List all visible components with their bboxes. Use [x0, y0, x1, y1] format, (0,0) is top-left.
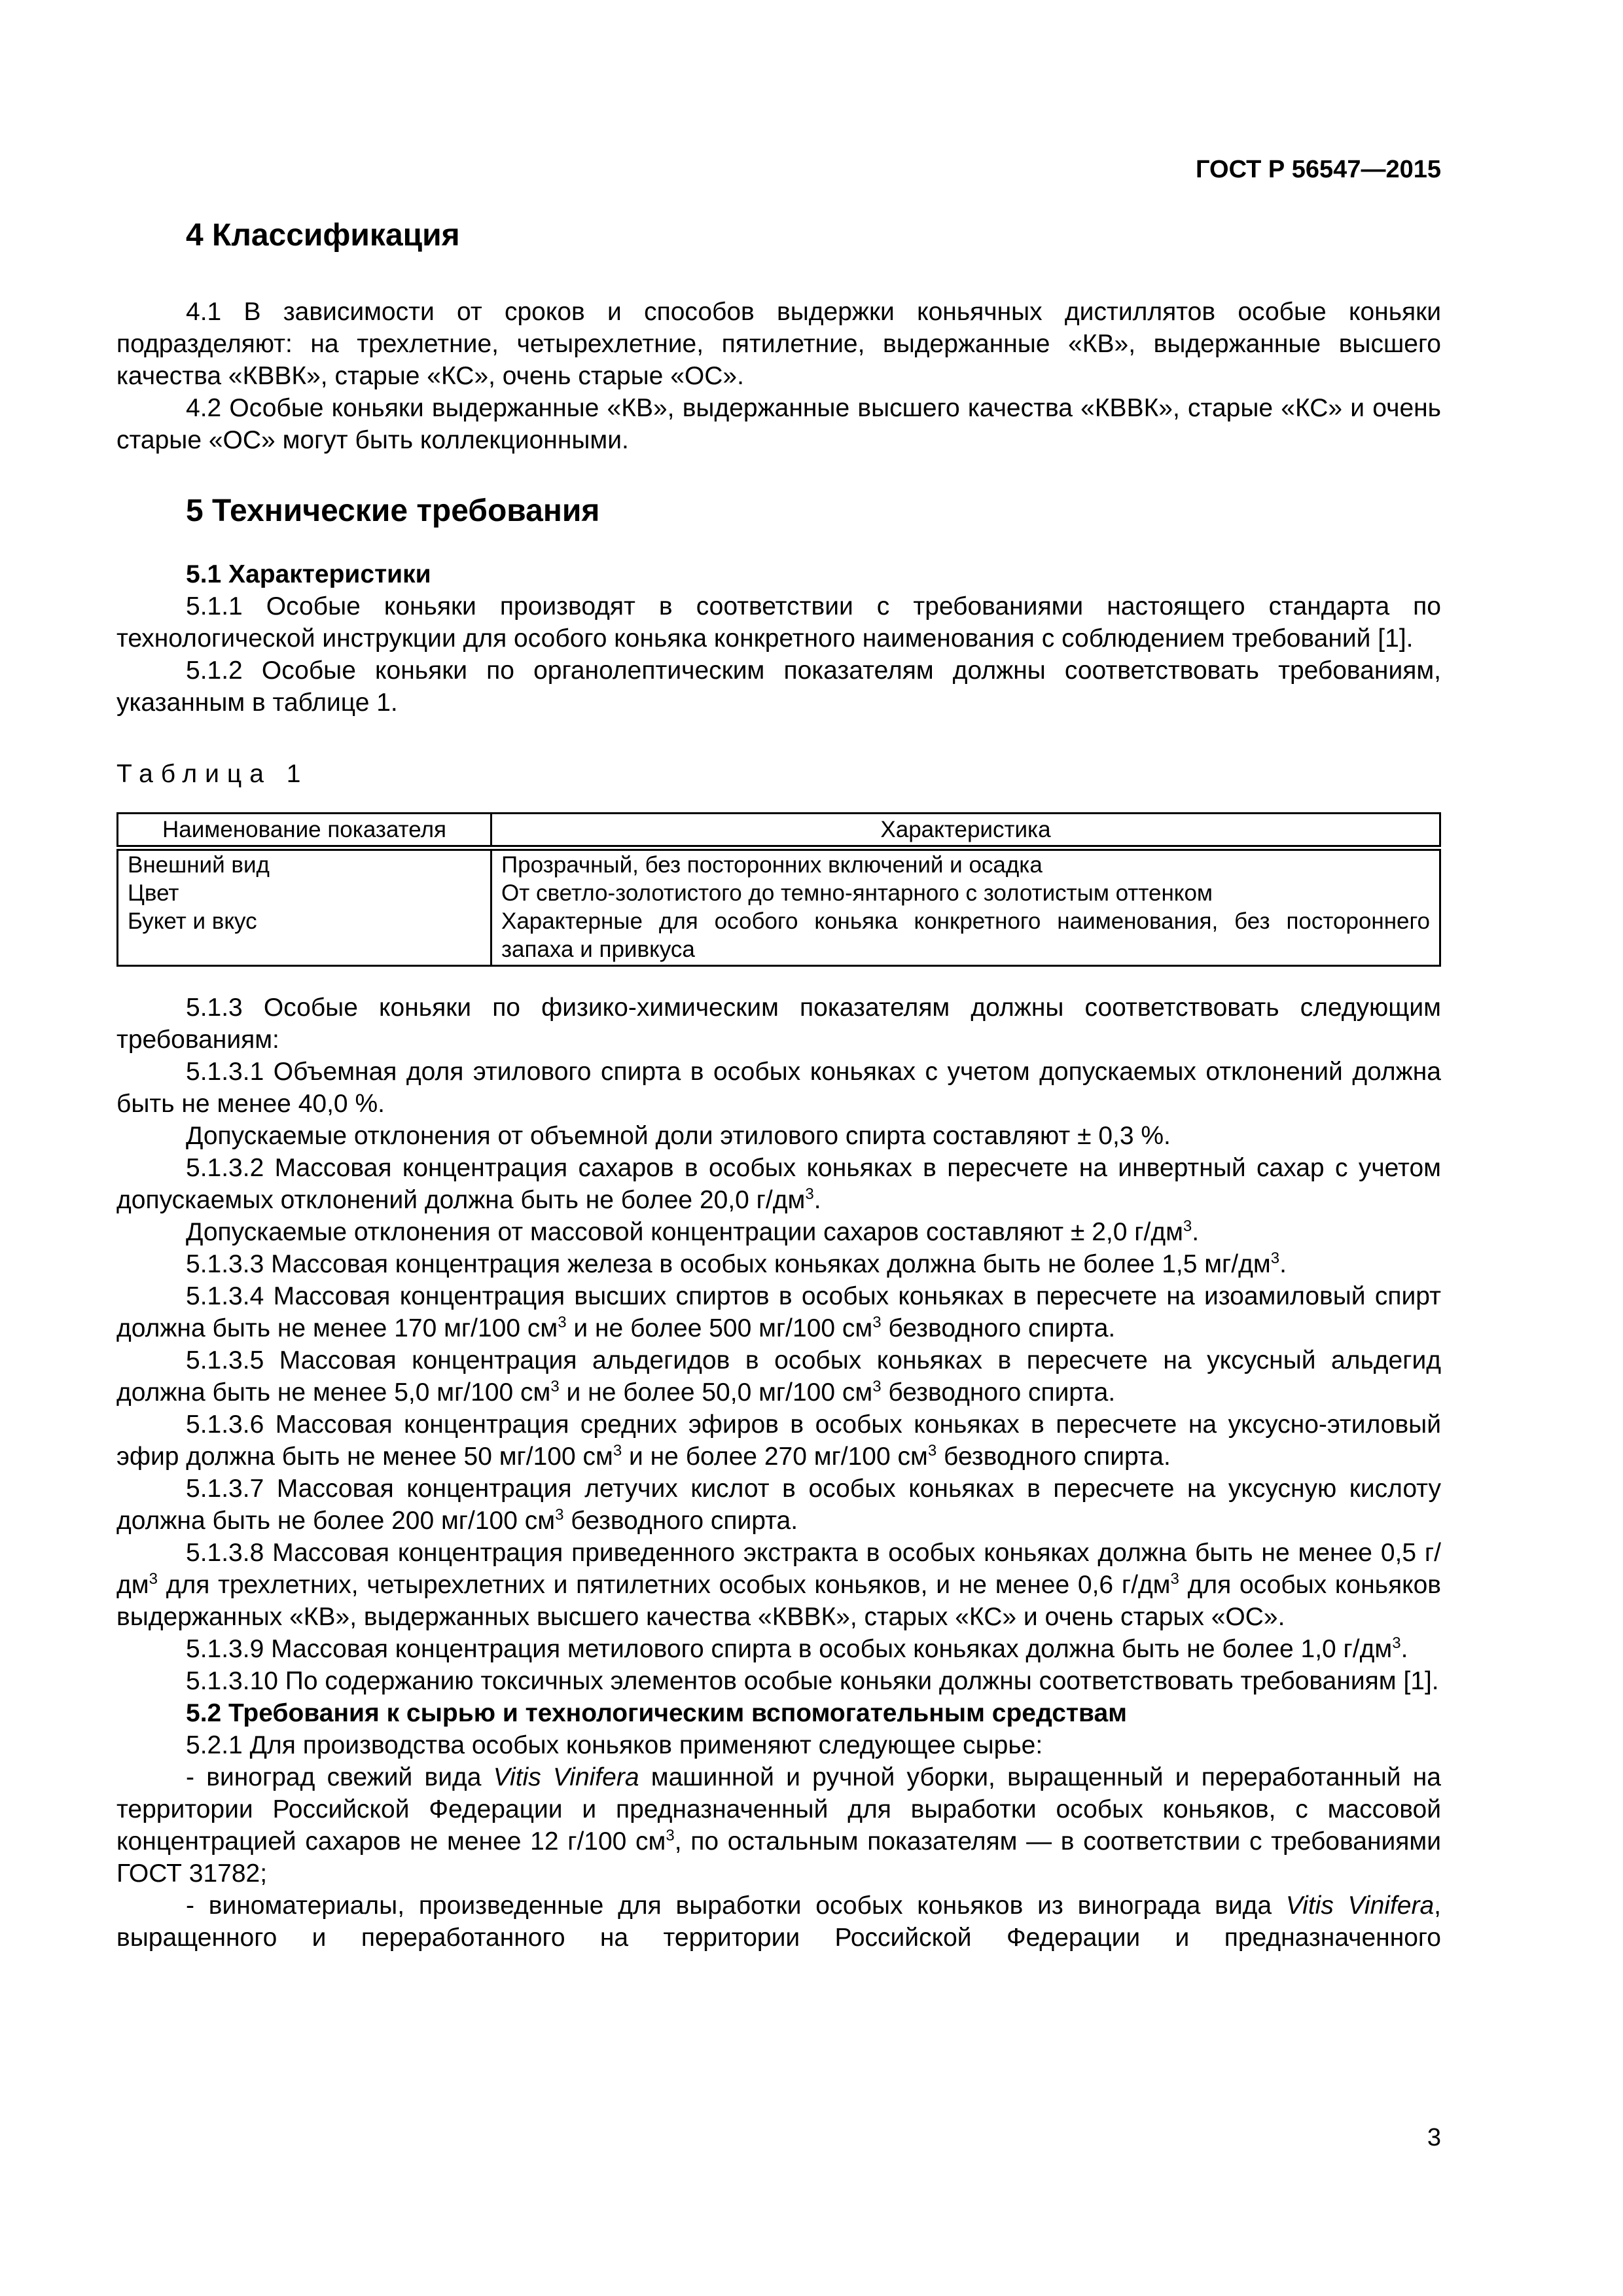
text: - виноград свежий вида	[186, 1763, 493, 1791]
para-5-1-2: 5.1.2 Особые коньяки по органолептическим показателям должны соответствовать требованиям, указанным в таблице 1.	[116, 656, 1441, 717]
species-name: Vinifera	[1347, 1892, 1435, 1920]
list-item-wine-materials	[116, 1890, 1441, 1954]
section-4-title: 4 Классификация	[186, 218, 460, 253]
para-5-1-3-3: 5.1.3.3 Массовая концентрация железа в особых коньяках должна быть не более 1,5 $мг/дм^3$.	[186, 1249, 1287, 1278]
table-cell-value: От светло-золотистого до темно-янтарного с золотистым оттенком	[491, 879, 1440, 907]
superscript: 3	[550, 1378, 560, 1395]
para-5-1-3-1: 5.1.3.1 Объемная доля этилового спирта в особых коньяках с учетом допускаемых отклонений должна быть не менее 40,0 %.	[116, 1058, 1441, 1118]
text: - виноматериалы, произведенные для выработки особых коньяков из винограда вида	[186, 1892, 1286, 1920]
superscript: 3	[872, 1378, 882, 1395]
para-5-1-3-4	[116, 1280, 1441, 1344]
table-caption: Таблица 1	[116, 760, 309, 788]
superscript: 3	[555, 1506, 564, 1524]
table-cell-name: Цвет	[118, 879, 491, 907]
table-cell-value: Прозрачный, без посторонних включений и осадка	[491, 848, 1440, 880]
table-header-name: Наименование показателя	[118, 814, 491, 848]
para-5-1-3-2-tolerance: Допускаемые отклонения от массовой концентрации сахаров составляют ± 2,0 $г/дм^3$.	[186, 1217, 1200, 1246]
text: для трехлетних, четырехлетних и пятилетних особых коньяков, и не менее 0,6 г/дм	[157, 1571, 1171, 1599]
text: 5.1.3.7 Массовая концентрация летучих кислот в особых коньяках в пересчете на уксусную кислоту должна быть не более 200 мг/100 см	[116, 1475, 1441, 1535]
text: , выращенного и переработанного на территории Российской Федерации и предназначенного	[116, 1892, 1441, 1952]
superscript: 3	[1392, 1634, 1401, 1652]
text: и не более 50,0 мг/100 см	[559, 1378, 873, 1407]
para-5-1-3-5	[116, 1344, 1441, 1408]
table-cell-value: Характерные для особого коньяка конкретного наименования, без постороннего запаха и привкуса	[491, 907, 1440, 966]
text: , по остальным показателям — в соответствии с требованиями ГОСТ 31782;	[116, 1827, 1441, 1888]
para-5-1-3-7	[116, 1473, 1441, 1537]
para-5-1-3: 5.1.3 Особые коньяки по физико-химическим показателям должны соответствовать следующим требованиям:	[116, 994, 1441, 1054]
table-row	[118, 848, 1440, 880]
para-5-1-3-9: 5.1.3.9 Массовая концентрация метилового спирта в особых коньяках должна быть не более 1,0 $г/дм^3$.	[186, 1634, 1408, 1663]
text: безводного спирта.	[563, 1507, 798, 1535]
superscript: 3	[666, 1827, 675, 1844]
table-1	[116, 812, 1441, 967]
para-5-1-3-1-tolerance: Допускаемые отклонения от объемной доли этилового спирта составляют ± 0,3 %.	[186, 1122, 1171, 1150]
table-row	[118, 907, 1440, 966]
document-id: ГОСТ Р 56547—2015	[1196, 156, 1441, 183]
text: и не более 270 мг/100 см	[622, 1443, 928, 1471]
para-5-1-1: 5.1.1 Особые коньяки производят в соответствии с требованиями настоящего стандарта по технологической инструкции для особого коньяка конкретного наименования с соблюдением требований [1].	[116, 592, 1441, 653]
section-5-title: 5 Технические требования	[186, 493, 600, 528]
superscript: 3	[613, 1442, 622, 1460]
superscript: 3	[1183, 1217, 1192, 1235]
text: безводного спирта.	[881, 1378, 1116, 1407]
para-4-1: 4.1 В зависимости от сроков и способов выдержки коньячных дистиллятов особые коньяки подразделяют: на трехлетние, четырехлетние, пятилетние, выдержанные «КВ», выдержанные высшего качества «КВВК», старые «КС», очень старые «ОС».	[116, 298, 1441, 390]
text: 5.1.3.6 Массовая концентрация средних эфиров в особых коньяках в пересчете на уксусно-этиловый эфир должна быть не менее 50 мг/100 см	[116, 1410, 1441, 1471]
text: безводного спирта.	[881, 1314, 1116, 1342]
table-cell-name: Внешний вид	[118, 848, 491, 880]
para-5-1-3-10: 5.1.3.10 По содержанию токсичных элементов особые коньяки должны соответствовать требованиям [1].	[186, 1667, 1439, 1695]
superscript: 3	[149, 1570, 158, 1588]
subsection-5-2-title: 5.2 Требования к сырью и технологическим вспомогательным средствам	[186, 1699, 1128, 1727]
text: и не более 500 мг/100 см	[566, 1314, 873, 1342]
superscript: 3	[927, 1442, 937, 1460]
superscript: 3	[1170, 1570, 1179, 1588]
page-body	[116, 131, 1441, 1954]
table-cell-name: Букет и вкус	[118, 907, 491, 966]
text: 5.1.3.4 Массовая концентрация высших спиртов в особых коньяках в пересчете на изоамиловый спирт должна быть не менее 170 мг/100 см	[116, 1282, 1441, 1342]
para-4-2: 4.2 Особые коньяки выдержанные «КВ», выдержанные высшего качества «КВВК», старые «КС» и очень старые «ОС» могут быть коллекционными.	[116, 394, 1441, 454]
subsection-5-1-title: 5.1 Характеристики	[186, 560, 431, 588]
text: 5.1.3.8 Массовая концентрация приведенного экстракта в особых коньяках должна быть не менее 0,5 г/дм	[116, 1539, 1441, 1599]
para-5-1-3-6	[116, 1408, 1441, 1473]
text: Допускаемые отклонения от массовой концентрации сахаров составляют ± 2,0 г/дм	[186, 1218, 1183, 1246]
table-row	[118, 879, 1440, 907]
para-5-1-3-8	[116, 1537, 1441, 1633]
species-name: Vitis	[1285, 1892, 1334, 1920]
superscript: 3	[1270, 1249, 1280, 1267]
list-item-grapes	[116, 1761, 1441, 1890]
superscript: 3	[558, 1314, 567, 1331]
page-number: 3	[1427, 2124, 1441, 2151]
para-5-2-1: 5.2.1 Для производства особых коньяков применяют следующее сырье:	[186, 1731, 1043, 1759]
table-header-characteristic: Характеристика	[491, 814, 1440, 848]
text: машинной и ручной уборки, выращенный и переработанный на территории Российской Федерации и предназначенный для выработки особых коньяков, с массовой концентрацией сахаров не менее 12 г/100 см	[116, 1763, 1441, 1856]
text: 5.1.3.2 Массовая концентрация сахаров в особых коньяках в пересчете на инвертный сахар с учетом допускаемых отклонений должна быть не более 20,0 г/дм	[116, 1154, 1441, 1214]
text: 5.1.3.9 Массовая концентрация метилового спирта в особых коньяках должна быть не более 1,0 г/дм	[186, 1635, 1393, 1663]
text: 5.1.3.3 Массовая концентрация железа в особых коньяках должна быть не более 1,5 мг/дм	[186, 1250, 1271, 1278]
superscript: 3	[872, 1314, 882, 1331]
text: безводного спирта.	[936, 1443, 1171, 1471]
text: для особых коньяков выдержанных «КВ», выдержанных высшего качества «КВВК», старых «КС» и очень старых «ОС».	[116, 1571, 1442, 1631]
superscript: 3	[805, 1185, 814, 1203]
species-name: Vitis Vinifera	[493, 1763, 639, 1791]
para-5-1-3-2: 5.1.3.2 Массовая концентрация сахаров в особых коньяках в пересчете на инвертный сахар с учетом допускаемых отклонений должна быть не более 20,0 $г/дм^3$.	[116, 1154, 1441, 1214]
text: 5.1.3.5 Массовая концентрация альдегидов в особых коньяках в пересчете на уксусный альдегид должна быть не менее 5,0 мг/100 см	[116, 1346, 1441, 1407]
